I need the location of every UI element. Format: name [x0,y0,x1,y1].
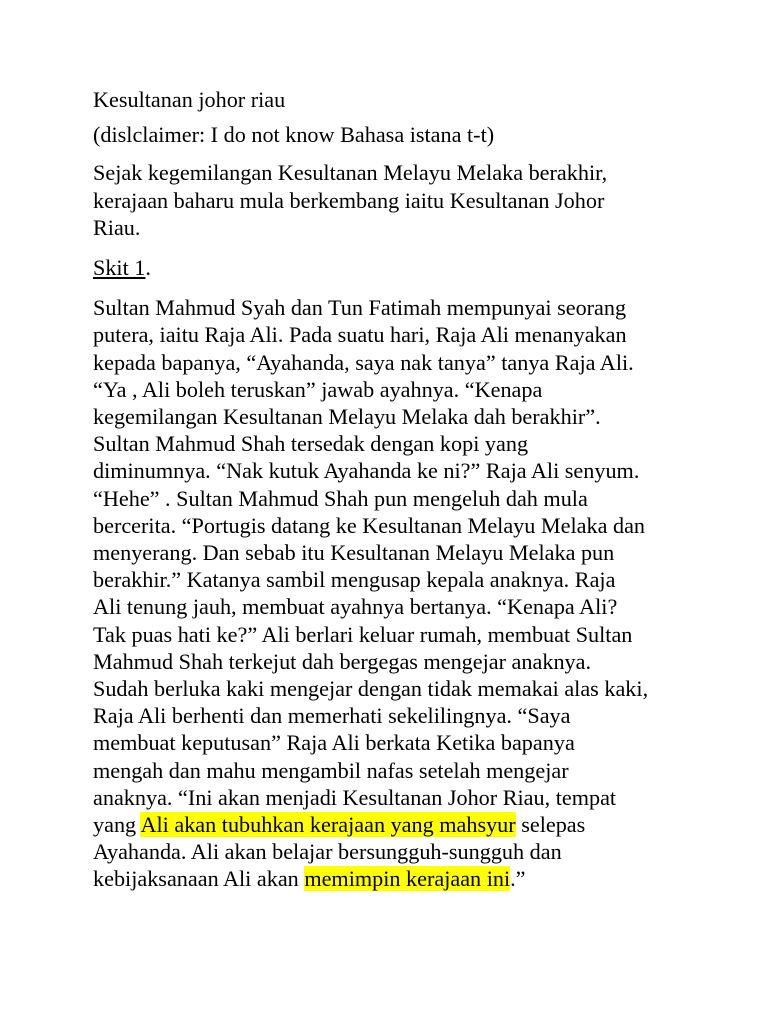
story-line: Sultan Mahmud Shah tersedak dengan kopi yang [93,431,529,457]
skit-label: Skit 1 [93,255,146,281]
story-line: Ayahanda. Ali akan belajar bersungguh-sungguh dan [93,839,562,865]
story-line-highlighted [93,865,693,892]
story-line: berakhir.” Katanya sambil mengusap kepala anaknya. Raja [93,567,616,593]
story-line: bercerita. “Portugis datang ke Kesultanan Melayu Melaka dan [93,512,646,538]
intro-line: Sejak kegemilangan Kesultanan Melayu Melaka berakhir, [93,160,608,186]
story-line: kepada bapanya, “Ayahanda, saya nak tanya” tanya Raja Ali. [93,349,634,375]
skit-heading [93,254,693,281]
story-line: Mahmud Shah terkejut dah bergegas mengejar anaknya. [93,648,592,674]
line-text: .” [510,866,526,892]
story-paragraph [93,294,693,892]
story-line: mengah dan mahu mengambil nafas setelah mengejar [93,757,569,783]
line-text: yang [93,812,141,838]
story-line: Tak puas hati ke?” Ali berlari keluar rumah, membuat Sultan [93,621,633,647]
line-text: kebijaksanaan Ali akan [93,866,305,892]
intro-paragraph [93,159,693,241]
document-page [93,86,693,893]
story-line: Sudah berluka kaki mengejar dengan tidak memakai alas kaki, [93,676,649,702]
story-line: Sultan Mahmud Syah dan Tun Fatimah mempunyai seorang [93,295,627,321]
story-line: “Hehe” . Sultan Mahmud Shah pun mengeluh dah mula [93,485,588,511]
document-title: Kesultanan johor riau [93,87,286,112]
highlighted-text: Ali akan tubuhkan kerajaan yang mahsyur [140,812,516,838]
story-line-highlighted [93,811,693,838]
disclaimer-line: (dislclaimer: I do not know Bahasa istana t-t) [93,122,495,148]
story-line: diminumnya. “Nak kutuk Ayahanda ke ni?” Raja Ali senyum. [93,458,640,484]
story-line: menyerang. Dan sebab itu Kesultanan Melayu Melaka pun [93,540,615,566]
line-text: selepas [515,812,586,838]
skit-suffix: . [145,255,151,281]
story-line: anaknya. “Ini akan menjadi Kesultanan Johor Riau, tempat [93,784,617,810]
story-line: Ali tenung jauh, membuat ayahnya bertanya. “Kenapa Ali? [93,594,618,620]
story-line: putera, iaitu Raja Ali. Pada suatu hari, Raja Ali menanyakan [93,322,627,348]
intro-line: kerajaan baharu mula berkembang iaitu Kesultanan Johor [93,187,605,213]
highlighted-text: memimpin kerajaan ini [304,866,511,892]
story-line: kegemilangan Kesultanan Melayu Melaka dah berakhir”. [93,404,601,430]
story-line: Raja Ali berhenti dan memerhati sekelilingnya. “Saya [93,703,571,729]
story-line: membuat keputusan” Raja Ali berkata Ketika bapanya [93,730,575,756]
story-line: “Ya , Ali boleh teruskan” jawab ayahnya. “Kenapa [93,376,543,402]
intro-line: Riau. [93,214,141,240]
